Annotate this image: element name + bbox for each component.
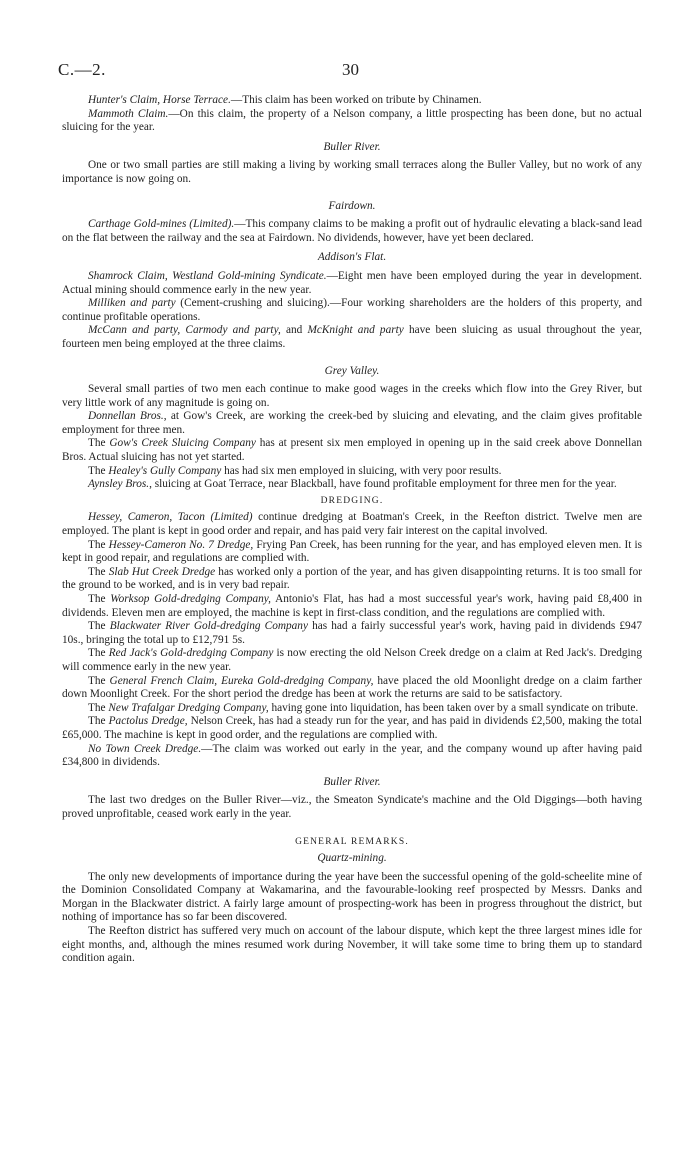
- company-name: New Trafalgar Dredging Company,: [108, 701, 269, 714]
- company-name: Blackwater River Gold-dredging Company: [109, 620, 308, 633]
- paragraph-healeys-gully: The Healey's Gully Company has had six men employed in sluicing, with very poor results.: [88, 464, 502, 477]
- section-heading-general-remarks: GENERAL REMARKS.: [295, 836, 409, 847]
- paragraph-no-town-creek: No Town Creek Dredge.—The claim was worked out early in the year, and the company wound up after having paid £34,800 in dividends.: [62, 742, 642, 769]
- company-name: Gow's Creek Sluicing Company: [109, 437, 256, 450]
- claim-name: Mammoth Claim.: [88, 107, 169, 120]
- paragraph-gows-creek: The Gow's Creek Sluicing Company has at present six men employed in opening up in the said creek above Donnellan Bros. Actual sluicing has not yet started.: [62, 437, 642, 464]
- section-heading-buller-river: Buller River.: [323, 140, 381, 153]
- company-name: Carthage Gold-mines (Limited).: [88, 218, 235, 231]
- paragraph-hessey-cameron-tacon: Hessey, Cameron, Tacon (Limited) continue dredging at Boatman's Creek, in the Reefton district. Twelve men are employed. The plant is kept in good order and repair, and has paid very fair interest on the capital involved.: [62, 511, 642, 538]
- paragraph-shamrock: Shamrock Claim, Westland Gold-mining Syndicate.—Eight men have been employed during the year in development. Actual mining should commence early in the new year.: [62, 269, 642, 296]
- paragraph-milliken: Milliken and party (Cement-crushing and sluicing).—Four working shareholders are the holders of this property, and continue profitable operations.: [62, 297, 642, 323]
- page-body: [62, 94, 642, 966]
- section-heading-dredging: DREDGING.: [320, 495, 384, 506]
- paragraph-reefton: The Reefton district has suffered very much on account of the labour dispute, which kept the three largest mines idle for eight months, and, although the mines resumed work during November, it will take some time to bring them up to standard condition again.: [62, 925, 642, 965]
- paragraph-hunters-claim: Hunter's Claim, Horse Terrace.—This claim has been worked on tribute by Chinamen.: [88, 94, 482, 106]
- paragraph-new-trafalgar: The New Trafalgar Dredging Company, having gone into liquidation, has been taken over by a small syndicate on tribute.: [88, 701, 639, 714]
- paragraph-donnellan: Donnellan Bros., at Gow's Creek, are working the creek-bed by sluicing and elevating, and the claim gives profitable employment for three men.: [62, 410, 643, 436]
- paragraph-buller-parties: One or two small parties are still making a living by working small terraces along the Buller Valley, but no work of any importance is now going on.: [62, 159, 642, 185]
- dredge-name: No Town Creek Dredge.: [88, 742, 202, 755]
- company-name: Hessey, Cameron, Tacon (Limited): [88, 511, 253, 524]
- paragraph-new-developments: The only new developments of importance during the year have been the successful opening of the gold-scheelite mine of the Dominion Consolidated Company at Wakamarina, and the favourable-looking reef prospected by Messrs. Danks and Morgan in the Blackwater district. A fairly large amount of prospecting-work has been in progress throughout the district, but nothing of importance has so far been discovered.: [62, 870, 642, 924]
- claim-name: Shamrock Claim, Westland Gold-mining Syndicate.: [88, 269, 327, 282]
- section-heading-addisons-flat: Addison's Flat.: [317, 251, 387, 264]
- section-heading-grey-valley: Grey Valley.: [324, 364, 380, 377]
- paragraph-mccann: McCann and party, Carmody and party, and McKnight and party have been sluicing as usual throughout the year, fourteen men being employed at the three claims.: [62, 324, 643, 350]
- paragraph-mammoth-claim: Mammoth Claim.—On this claim, the property of a Nelson company, a little prospecting has been done, but no actual sluicing for the year.: [62, 107, 642, 134]
- paragraph-slab-hut: The Slab Hut Creek Dredge has worked only a portion of the year, and has given disappointing returns. It is too small for the ground to be worked, and is in very bad repair.: [62, 565, 642, 592]
- paragraph-hessey-cameron-no7: The Hessey-Cameron No. 7 Dredge, Frying Pan Creek, has been running for the year, and has employed eleven men. It is kept in good repair, and regulations are complied with.: [62, 538, 642, 565]
- dredge-name: Hessey-Cameron No. 7 Dredge,: [108, 538, 254, 551]
- page-header: [58, 60, 643, 82]
- party-name: Donnellan Bros.: [88, 410, 164, 423]
- section-heading-buller-river-dredges: Buller River.: [323, 775, 381, 788]
- party-name: McCann and party, Carmody and party,: [88, 324, 281, 337]
- paragraph-carthage: Carthage Gold-mines (Limited).—This company claims to be making a profit out of hydraulic elevating a black-sand lead on the flat between the railway and the sea at Fairdown. No dividends, however, have yet been declared.: [62, 218, 642, 244]
- paragraph-blackwater: The Blackwater River Gold-dredging Company has had a fairly successful year's work, having paid in dividends £947 10s., bringing the total up to £12,791 5s.: [62, 620, 642, 646]
- page-number: 30: [342, 60, 359, 79]
- section-heading-quartz-mining: Quartz-mining.: [317, 852, 387, 865]
- party-name: Aynsley Bros.: [88, 478, 150, 491]
- claim-name: Hunter's Claim, Horse Terrace.: [88, 94, 231, 106]
- paragraph-aynsley: Aynsley Bros., sluicing at Goat Terrace, near Blackball, have found profitable employment for three men for the year.: [88, 478, 617, 491]
- company-name: Worksop Gold-dredging Company,: [110, 593, 272, 605]
- paragraph-pactolus: The Pactolus Dredge, Nelson Creek, has had a steady run for the year, and has paid in dividends £2,500, making the total £65,000. The machine is kept in good order, and the regulations are complied with.: [62, 715, 642, 741]
- company-name: Healey's Gully Company: [108, 464, 222, 477]
- paragraph-red-jacks: The Red Jack's Gold-dredging Company is now erecting the old Nelson Creek dredge on a claim at Red Jack's. Dredging will commence early in the new year.: [62, 647, 642, 673]
- paragraph-buller-dredges: The last two dredges on the Buller River—viz., the Smeaton Syndicate's machine and the Old Diggings—both having proved unprofitable, ceased work early in the year.: [62, 794, 642, 820]
- party-name: McKnight and party: [307, 324, 404, 337]
- party-name: Milliken and party: [88, 297, 176, 310]
- paragraph-grey-parties: Several small parties of two men each continue to make good wages in the creeks which flow into the Grey River, but very little work of any magnitude is going on.: [62, 383, 642, 409]
- paragraph-worksop: The Worksop Gold-dredging Company, Antonio's Flat, has had a most successful year's work, having paid £8,400 in dividends. Eleven men are employed, the machine is kept in first-class condition, and the regulations are complied with.: [62, 593, 642, 619]
- document-id: C.—2.: [58, 60, 106, 79]
- company-name: General French Claim, Eureka Gold-dredging Company,: [109, 674, 374, 687]
- company-name: Red Jack's Gold-dredging Company: [108, 647, 274, 660]
- section-heading-fairdown: Fairdown.: [328, 199, 376, 212]
- dredge-name: Pactolus Dredge,: [108, 715, 188, 728]
- paragraph-general-french: The General French Claim, Eureka Gold-dredging Company, have placed the old Moonlight dredge on a claim farther down Moonlight Creek. For the short period the dredge has been at work the returns are said to be satisfactory.: [62, 674, 643, 701]
- dredge-name: Slab Hut Creek Dredge: [108, 565, 216, 578]
